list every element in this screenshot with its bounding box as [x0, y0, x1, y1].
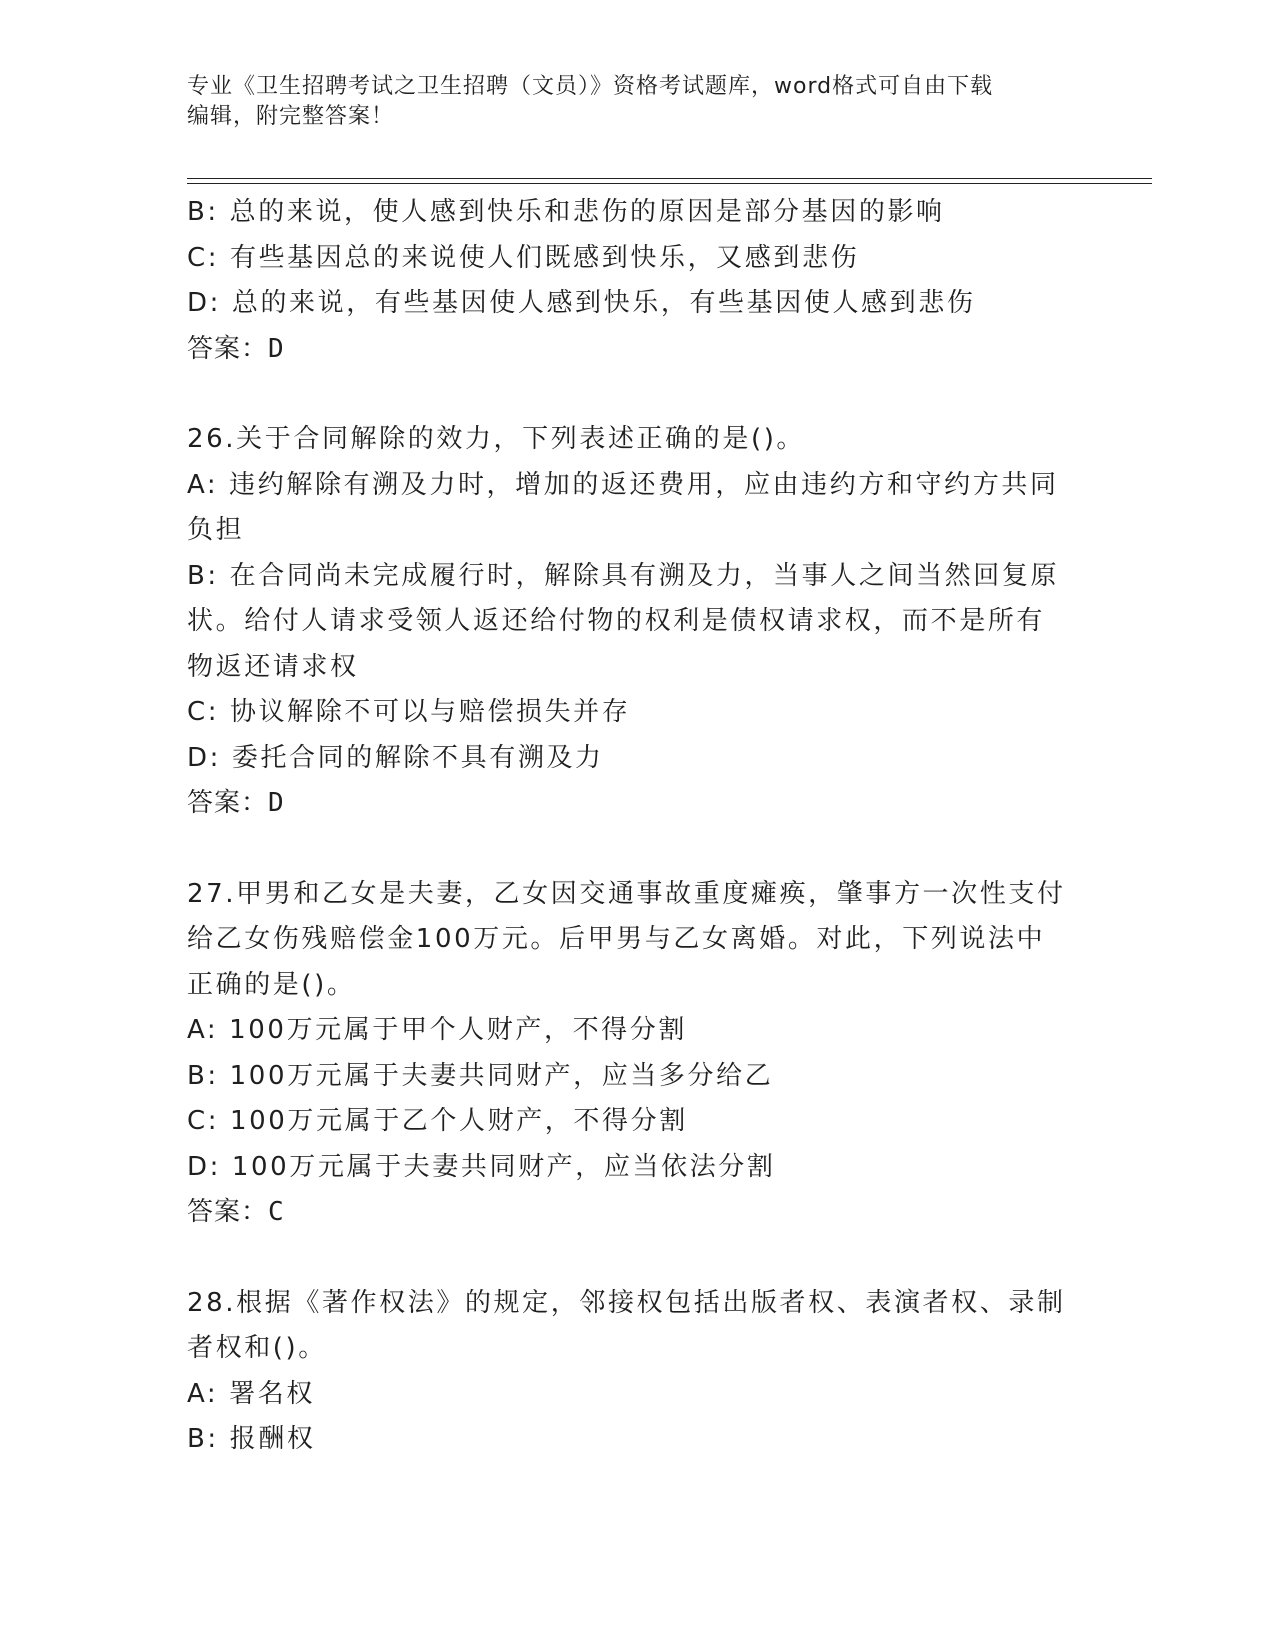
option-a: A: 100万元属于甲个人财产，不得分割 — [187, 1015, 687, 1045]
question-list — [187, 190, 1087, 1463]
header-divider-thick — [187, 183, 1152, 184]
answer-label: 答案： — [187, 1197, 269, 1227]
option-c: C: 协议解除不可以与赔偿损失并存 — [187, 697, 631, 727]
option-a-line-2: 负担 — [187, 515, 245, 545]
option-b: B: 总的来说，使人感到快乐和悲伤的原因是部分基因的影响 — [187, 197, 945, 227]
question-stem-line-2: 者权和()。 — [187, 1333, 327, 1363]
answer-line — [187, 1190, 1087, 1236]
question-26 — [187, 417, 1087, 827]
header-divider-thin — [187, 178, 1152, 179]
question-25 — [187, 190, 1087, 372]
header-line-1: 专业《卫生招聘考试之卫生招聘（文员）》资格考试题库，word格式可自由下载 — [187, 74, 994, 99]
question-stem-line-3: 正确的是()。 — [187, 969, 356, 1000]
option-b-line-2: 状。给付人请求受领人返还给付物的权利是债权请求权，而不是所有 — [187, 606, 1046, 636]
option-a-line-1: A: 违约解除有溯及力时，增加的返还费用，应由违约方和守约方共同 — [187, 469, 1059, 500]
option-b: B: 100万元属于夫妻共同财产，应当多分给乙 — [187, 1060, 774, 1091]
question-27 — [187, 872, 1087, 1236]
option-d: D: 100万元属于夫妻共同财产，应当依法分割 — [187, 1151, 776, 1182]
answer-label: 答案： — [187, 788, 269, 818]
option-b: B: 报酬权 — [187, 1424, 316, 1454]
answer-label: 答案： — [187, 333, 269, 364]
question-spacer — [187, 372, 1087, 417]
option-d: D: 委托合同的解除不具有溯及力 — [187, 742, 604, 773]
answer-value: D — [268, 333, 285, 364]
answer-value: D — [268, 788, 285, 818]
option-c: C: 100万元属于乙个人财产，不得分割 — [187, 1106, 688, 1136]
option-c: C: 有些基因总的来说使人们既感到快乐，又感到悲伤 — [187, 242, 860, 273]
option-a: A: 署名权 — [187, 1378, 315, 1409]
question-stem-line-2: 给乙女伤残赔偿金100万元。后甲男与乙女离婚。对此，下列说法中 — [187, 924, 1046, 954]
question-stem-line-1: 27.甲男和乙女是夫妻，乙女因交通事故重度瘫痪，肇事方一次性支付 — [187, 878, 1066, 909]
question-spacer — [187, 827, 1087, 872]
option-d: D: 总的来说，有些基因使人感到快乐，有些基因使人感到悲伤 — [187, 288, 976, 318]
option-b-line-1: B: 在合同尚未完成履行时，解除具有溯及力，当事人之间当然回复原 — [187, 560, 1060, 591]
question-spacer — [187, 1236, 1087, 1281]
answer-value: C — [268, 1197, 285, 1227]
question-stem-line-1: 28.根据《著作权法》的规定，邻接权包括出版者权、表演者权、录制 — [187, 1287, 1066, 1318]
answer-line — [187, 781, 1087, 827]
answer-line — [187, 327, 1087, 373]
question-28 — [187, 1281, 1087, 1463]
document-header — [187, 72, 1067, 132]
question-stem: 26.关于合同解除的效力，下列表述正确的是()。 — [187, 424, 806, 454]
header-line-2: 编辑，附完整答案！ — [187, 104, 395, 129]
option-b-line-3: 物返还请求权 — [187, 651, 359, 682]
